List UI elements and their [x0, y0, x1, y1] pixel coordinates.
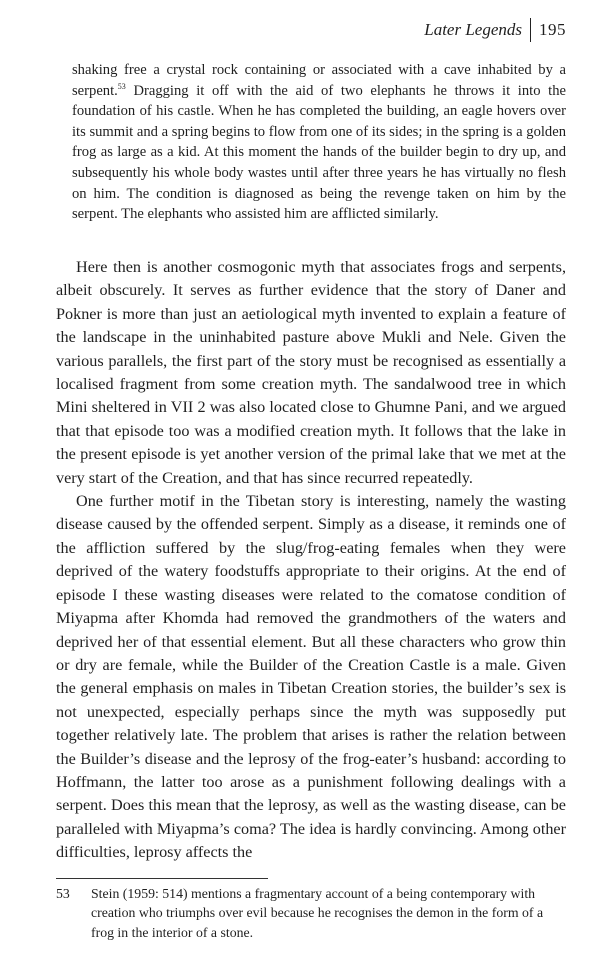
paragraph: One further motif in the Tibetan story is interesting, namely the wasting disease caused by the offended serpent. Simply as a disease, it reminds one of the affliction suffered by the slug/frog-eating females when they were deprived of the watery foodstuffs appropriate to their origins. At the end of episode I these wasting diseases were related to the comatose condition of Miyapma after Khomda had removed the grandmothers of the waters and deprived her of that essential element. But all these characters who grow thin or dry are female, while the Builder of the Creation Castle is a male. Given the general emphasis on males in Tibetan Creation stories, the builder’s sex is not unexpected, especially perhaps since the myth was supposedly put together relatively late. The problem that arises is rather the relation between the Builder’s disease and the leprosy of the frog-eater’s husband: according to Hoffmann, the latter too arose as a punishment following dealings with a serpent. Does this mean that the leprosy, as well as the wasting disease, can be paralleled with Miyapma’s coma? The idea is hardly convincing. Among other difficulties, leprosy affects the	[56, 492, 566, 862]
block-quote	[72, 60, 566, 225]
footnote	[56, 884, 568, 942]
block-quote-text-start: shaking free a crystal rock containing or associated with a cave inhabited by a serpent.	[72, 62, 566, 99]
running-head-divider	[530, 18, 531, 42]
block-quote-text-end: Dragging it off with the aid of two elephants he throws it into the foundation of his castle. When he has completed the building, an eagle hovers over its summit and a spring begins to flow from one of its sides; in the spring is a golden frog as large as a kid. At this moment the hands of the builder begin to dry up, and subsequently his whole body wastes until after three years he has virtually no flesh on him. The condition is diagnosed as being the revenge taken on him by the serpent. The elephants who assisted him are afflicted similarly.	[72, 82, 566, 223]
footnote-number: 53	[56, 886, 70, 901]
footnote-text: Stein (1959: 514) mentions a fragmentary account of a being contemporary with creation who triumphs over evil because he recognises the demon in the form of a frog in the interior of a stone.	[91, 886, 544, 940]
running-head	[424, 18, 566, 42]
running-head-title: Later Legends	[424, 20, 522, 39]
body-text	[56, 256, 566, 865]
page-number: 195	[539, 20, 566, 39]
footnote-rule	[56, 878, 268, 879]
paragraph: Here then is another cosmogonic myth that associates frogs and serpents, albeit obscurely. It serves as further evidence that the story of Daner and Pokner is more than just an aetiological myth invented to explain a feature of the landscape in the uninhabited pasture above Mukli and Nele. Given the various parallels, the first part of the story must be recognised as essentially a localised fragment from some creation myth. The sandalwood tree in which Mini sheltered in VII 2 was also located close to Ghumne Pani, and we argued that that episode too was a modified creation myth. It follows that the lake in the present episode is yet another version of the primal lake that we met at the very start of the Creation, and that has since recurred repeatedly.	[56, 258, 566, 487]
footnote-reference: 53	[117, 81, 126, 91]
